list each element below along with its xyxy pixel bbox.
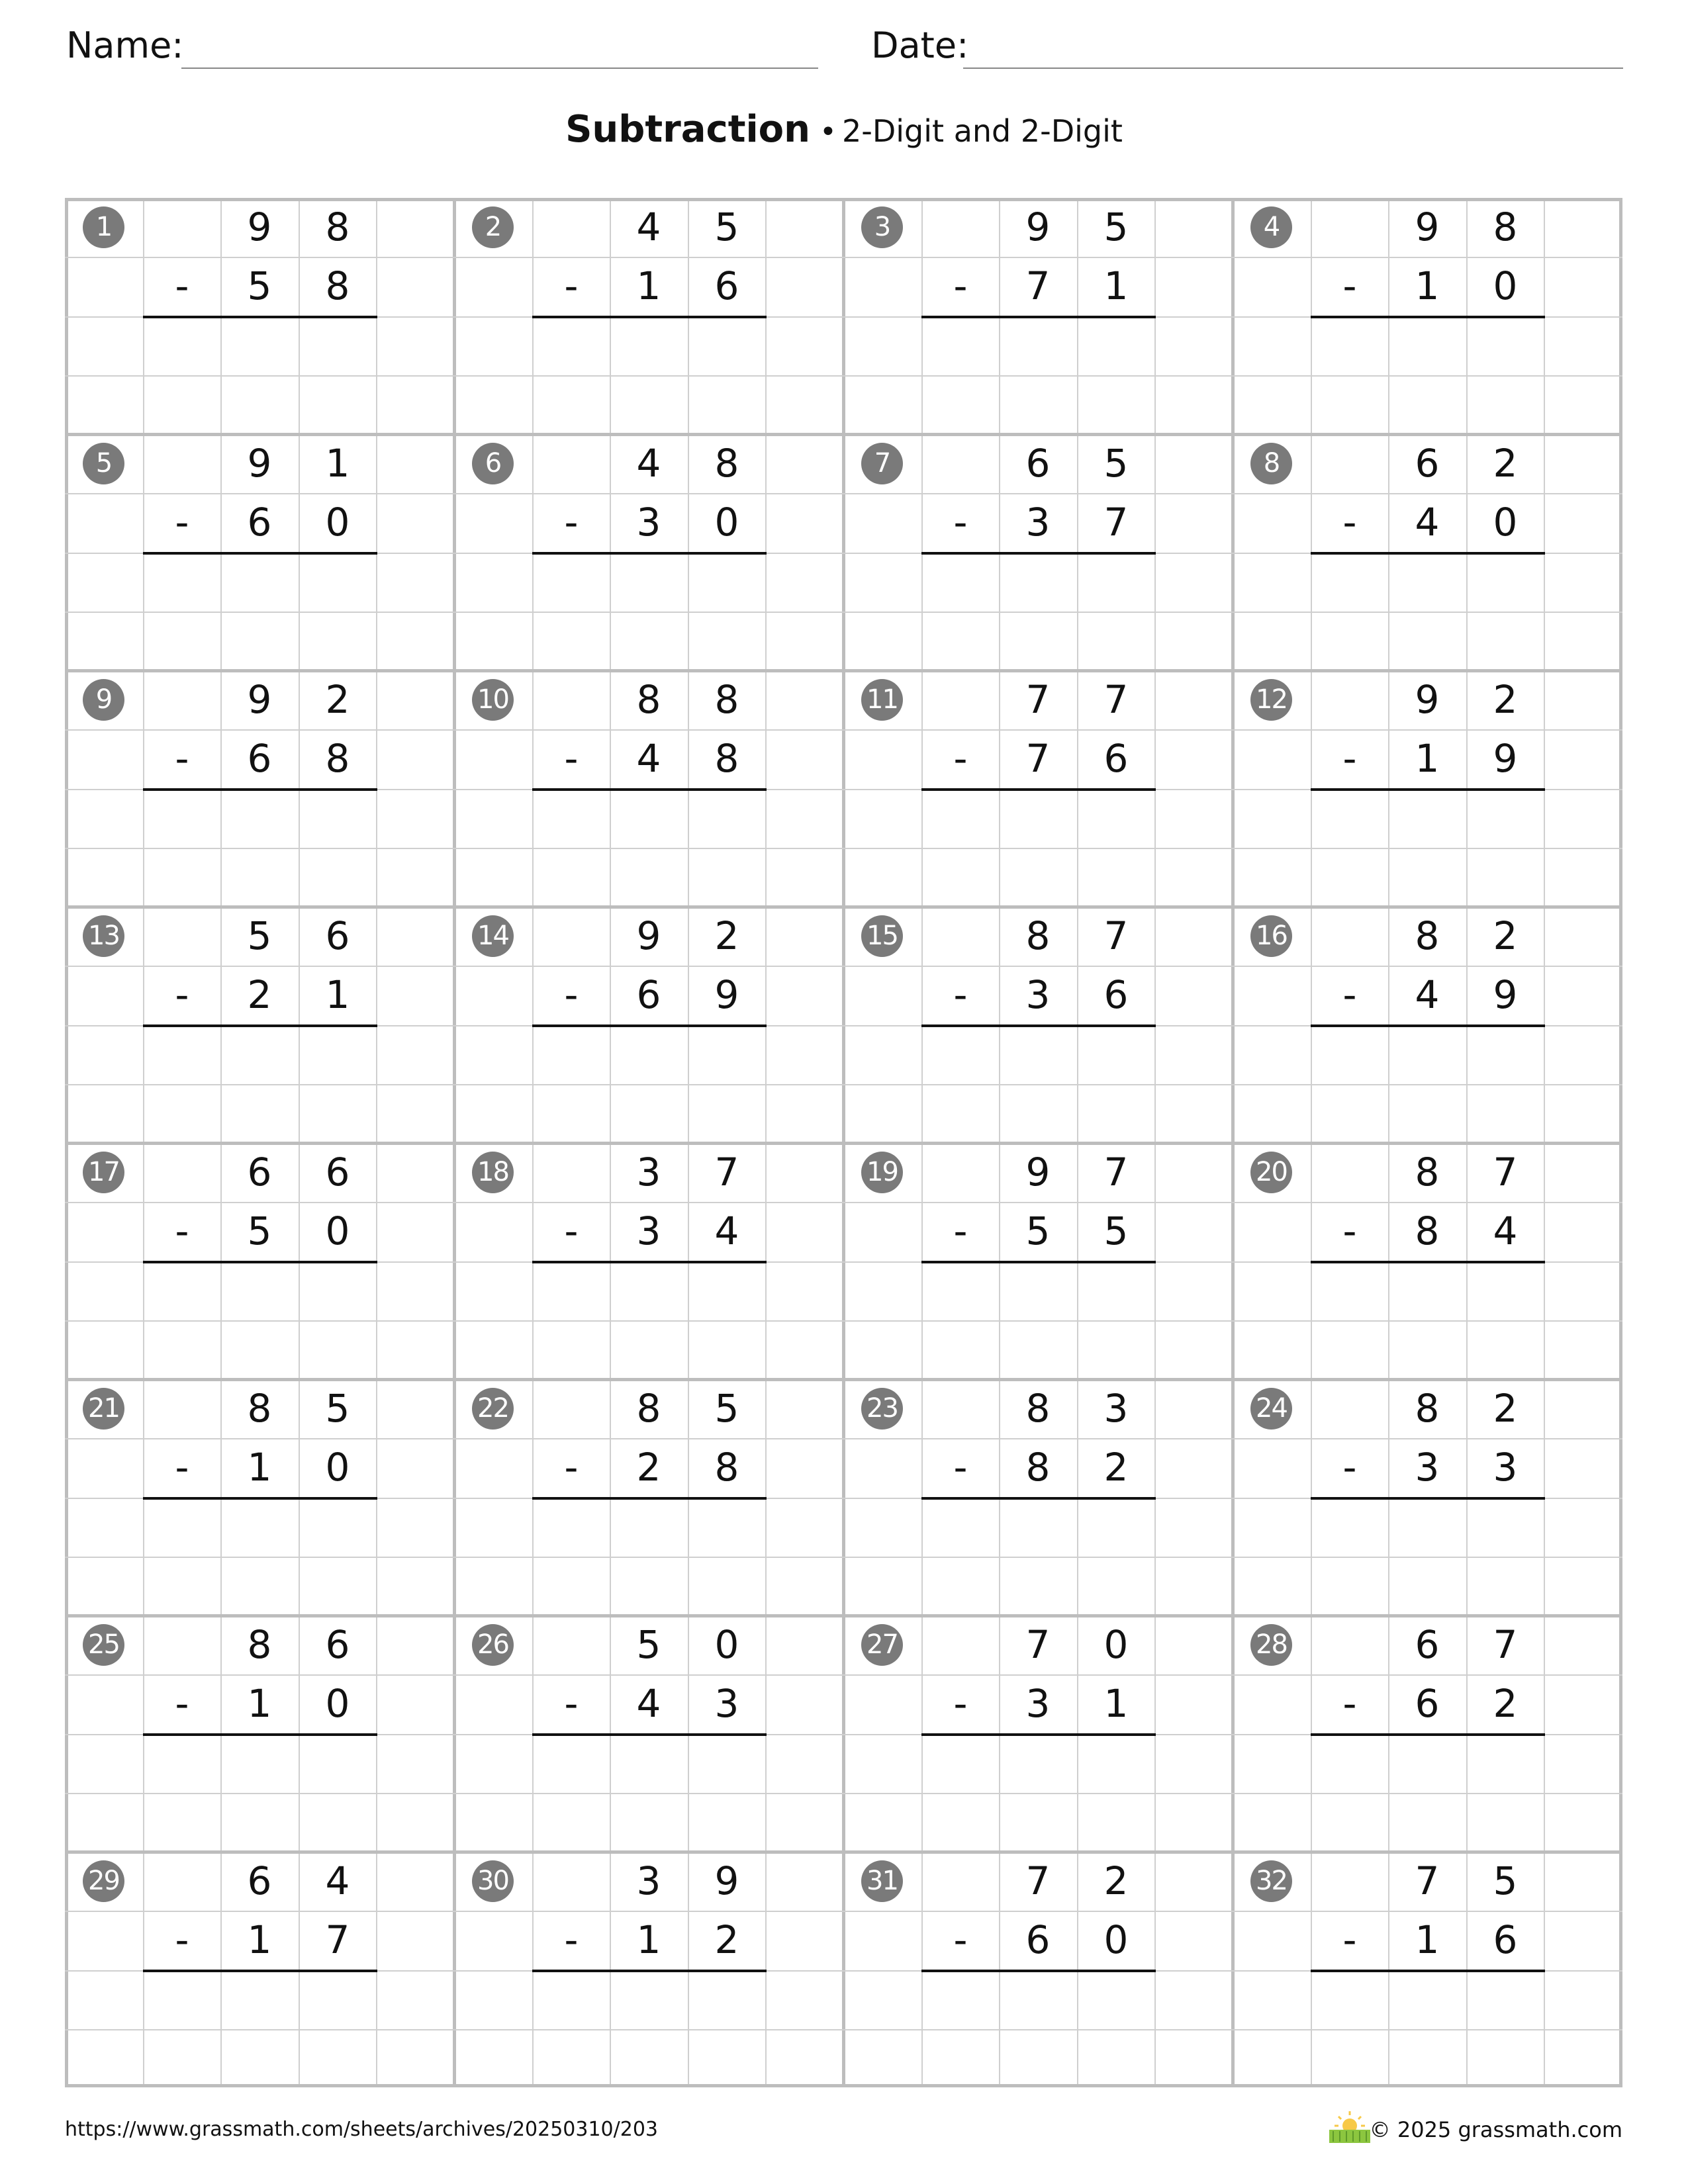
name-label: Name:	[66, 24, 184, 66]
subtrahend-tens-digit: 6	[247, 736, 272, 781]
minus-sign: -	[175, 1208, 189, 1253]
answer-area[interactable]	[143, 1498, 377, 1616]
subtrahend-tens-digit: 3	[1025, 1681, 1051, 1726]
minus-sign: -	[564, 1681, 579, 1726]
minuend-ones-digit: 8	[325, 205, 350, 250]
subtrahend-ones-digit: 0	[714, 500, 739, 545]
minuend-tens-digit: 4	[636, 441, 661, 486]
minus-sign: -	[175, 1917, 189, 1962]
problem-number-badge: 24	[1250, 1388, 1292, 1430]
subtrahend-tens-digit: 5	[247, 263, 272, 308]
subtrahend-ones-digit: 3	[714, 1681, 739, 1726]
subtrahend-tens-digit: 4	[636, 1681, 661, 1726]
problem-17	[65, 1143, 454, 1379]
subtrahend-ones-digit: 6	[714, 263, 739, 308]
footer-url: https://www.grassmath.com/sheets/archives/20250310/203	[65, 2118, 659, 2141]
answer-area[interactable]	[532, 553, 766, 671]
minuend-ones-digit: 2	[1493, 677, 1518, 722]
problem-number-badge: 30	[472, 1860, 514, 1902]
answer-area[interactable]	[143, 1025, 377, 1144]
minus-sign: -	[564, 500, 579, 545]
subtrahend-ones-digit: 1	[1103, 263, 1129, 308]
minuend-tens-digit: 8	[247, 1622, 272, 1667]
problem-8	[1233, 434, 1622, 670]
subtrahend-ones-digit: 1	[1103, 1681, 1129, 1726]
problem-number-badge: 17	[83, 1152, 124, 1193]
minuend-ones-digit: 4	[325, 1858, 350, 1903]
problem-number-badge: 20	[1250, 1152, 1292, 1193]
subtrahend-tens-digit: 8	[1025, 1445, 1051, 1490]
minus-sign: -	[1342, 972, 1357, 1017]
minus-sign: -	[564, 263, 579, 308]
answer-area[interactable]	[921, 1261, 1155, 1380]
minuend-ones-digit: 7	[1493, 1622, 1518, 1667]
minuend-tens-digit: 9	[247, 441, 272, 486]
subtrahend-ones-digit: 8	[714, 1445, 739, 1490]
answer-area[interactable]	[143, 316, 377, 435]
subtrahend-tens-digit: 1	[1415, 1917, 1440, 1962]
minus-sign: -	[564, 972, 579, 1017]
answer-area[interactable]	[532, 316, 766, 435]
problem-29	[65, 1852, 454, 2088]
subtrahend-tens-digit: 6	[1415, 1681, 1440, 1726]
problem-number-badge: 9	[83, 679, 124, 721]
answer-area[interactable]	[1311, 1025, 1544, 1144]
subtrahend-ones-digit: 0	[325, 500, 350, 545]
answer-area[interactable]	[921, 1734, 1155, 1852]
minus-sign: -	[564, 1917, 579, 1962]
subtrahend-ones-digit: 0	[325, 1208, 350, 1253]
problem-14	[454, 907, 843, 1143]
minus-sign: -	[1342, 1445, 1357, 1490]
subtrahend-ones-digit: 0	[325, 1681, 350, 1726]
minuend-tens-digit: 9	[1415, 205, 1440, 250]
answer-area[interactable]	[921, 1498, 1155, 1616]
subtrahend-ones-digit: 8	[325, 263, 350, 308]
subtrahend-tens-digit: 5	[1025, 1208, 1051, 1253]
subtrahend-ones-digit: 9	[714, 972, 739, 1017]
problem-16	[1233, 907, 1622, 1143]
minuend-ones-digit: 8	[1493, 205, 1518, 250]
subtrahend-tens-digit: 1	[247, 1445, 272, 1490]
subtrahend-tens-digit: 6	[1025, 1917, 1051, 1962]
minus-sign: -	[953, 736, 968, 781]
minuend-tens-digit: 4	[636, 205, 661, 250]
minuend-tens-digit: 6	[1025, 441, 1051, 486]
problem-number-badge: 21	[83, 1388, 124, 1430]
subtrahend-tens-digit: 1	[1415, 736, 1440, 781]
answer-area[interactable]	[921, 1025, 1155, 1144]
problem-number-badge: 18	[472, 1152, 514, 1193]
minuend-tens-digit: 7	[1025, 1858, 1051, 1903]
problem-number-badge: 8	[1250, 443, 1292, 484]
problem-3	[843, 198, 1233, 434]
title-main: Subtraction	[565, 108, 811, 151]
problem-number-badge: 2	[472, 206, 514, 248]
minuend-ones-digit: 0	[714, 1622, 739, 1667]
problem-21	[65, 1379, 454, 1615]
problem-24	[1233, 1379, 1622, 1615]
minuend-ones-digit: 7	[1493, 1150, 1518, 1195]
subtrahend-ones-digit: 5	[1103, 1208, 1129, 1253]
answer-area[interactable]	[143, 553, 377, 671]
problem-number-badge: 26	[472, 1624, 514, 1666]
minus-sign: -	[1342, 736, 1357, 781]
answer-area[interactable]	[1311, 1734, 1544, 1852]
minuend-tens-digit: 8	[1415, 1386, 1440, 1431]
minuend-ones-digit: 0	[1103, 1622, 1129, 1667]
minuend-tens-digit: 8	[1025, 913, 1051, 958]
title-subtitle: 2-Digit and 2-Digit	[841, 113, 1123, 149]
problem-number-badge: 3	[861, 206, 903, 248]
minus-sign: -	[953, 972, 968, 1017]
subtrahend-ones-digit: 8	[325, 736, 350, 781]
problem-number-badge: 16	[1250, 915, 1292, 957]
answer-area[interactable]	[921, 553, 1155, 671]
minuend-ones-digit: 7	[714, 1150, 739, 1195]
problem-number-badge: 22	[472, 1388, 514, 1430]
problem-number-badge: 12	[1250, 679, 1292, 721]
minuend-tens-digit: 6	[247, 1858, 272, 1903]
minus-sign: -	[953, 1208, 968, 1253]
answer-area[interactable]	[143, 789, 377, 907]
minuend-ones-digit: 5	[1103, 205, 1129, 250]
minuend-ones-digit: 8	[714, 677, 739, 722]
problem-number-badge: 25	[83, 1624, 124, 1666]
minuend-ones-digit: 2	[1103, 1858, 1129, 1903]
answer-area[interactable]	[1311, 1261, 1544, 1380]
subtrahend-tens-digit: 3	[1025, 500, 1051, 545]
problem-7	[843, 434, 1233, 670]
minuend-tens-digit: 7	[1415, 1858, 1440, 1903]
minuend-tens-digit: 5	[636, 1622, 661, 1667]
subtrahend-ones-digit: 4	[714, 1208, 739, 1253]
answer-area[interactable]	[1311, 1498, 1544, 1616]
subtrahend-tens-digit: 4	[1415, 972, 1440, 1017]
problem-1	[65, 198, 454, 434]
problem-20	[1233, 1143, 1622, 1379]
minuend-ones-digit: 1	[325, 441, 350, 486]
minus-sign: -	[1342, 263, 1357, 308]
subtrahend-tens-digit: 3	[636, 500, 661, 545]
answer-area[interactable]	[532, 1734, 766, 1852]
subtrahend-ones-digit: 7	[325, 1917, 350, 1962]
subtrahend-tens-digit: 1	[247, 1917, 272, 1962]
minuend-ones-digit: 5	[714, 1386, 739, 1431]
subtrahend-tens-digit: 7	[1025, 263, 1051, 308]
minuend-ones-digit: 7	[1103, 677, 1129, 722]
minus-sign: -	[175, 972, 189, 1017]
subtrahend-tens-digit: 2	[636, 1445, 661, 1490]
problem-6	[454, 434, 843, 670]
minus-sign: -	[564, 736, 579, 781]
problem-number-badge: 11	[861, 679, 903, 721]
subtrahend-tens-digit: 6	[247, 500, 272, 545]
problem-number-badge: 31	[861, 1860, 903, 1902]
problem-number-badge: 28	[1250, 1624, 1292, 1666]
problem-32	[1233, 1852, 1622, 2088]
problem-23	[843, 1379, 1233, 1615]
grass-sun-logo-icon	[1327, 2109, 1373, 2144]
minuend-ones-digit: 3	[1103, 1386, 1129, 1431]
subtrahend-tens-digit: 3	[636, 1208, 661, 1253]
minuend-tens-digit: 6	[1415, 441, 1440, 486]
minuend-tens-digit: 8	[1025, 1386, 1051, 1431]
subtrahend-ones-digit: 9	[1493, 972, 1518, 1017]
answer-area[interactable]	[1311, 316, 1544, 435]
subtrahend-ones-digit: 7	[1103, 500, 1129, 545]
answer-area[interactable]	[921, 789, 1155, 907]
answer-area[interactable]	[143, 1970, 377, 2089]
minuend-ones-digit: 5	[1493, 1858, 1518, 1903]
minuend-ones-digit: 6	[325, 1150, 350, 1195]
minuend-ones-digit: 6	[325, 1622, 350, 1667]
minuend-tens-digit: 9	[1025, 1150, 1051, 1195]
subtrahend-tens-digit: 2	[247, 972, 272, 1017]
problem-27	[843, 1615, 1233, 1852]
minuend-tens-digit: 9	[1025, 205, 1051, 250]
minuend-tens-digit: 9	[247, 677, 272, 722]
minus-sign: -	[175, 1681, 189, 1726]
subtrahend-tens-digit: 3	[1415, 1445, 1440, 1490]
problem-25	[65, 1615, 454, 1852]
subtrahend-ones-digit: 0	[1493, 500, 1518, 545]
minus-sign: -	[953, 1445, 968, 1490]
minuend-tens-digit: 8	[1415, 913, 1440, 958]
minuend-ones-digit: 2	[325, 677, 350, 722]
problem-5	[65, 434, 454, 670]
minus-sign: -	[1342, 500, 1357, 545]
subtrahend-ones-digit: 6	[1103, 972, 1129, 1017]
minuend-tens-digit: 9	[247, 205, 272, 250]
minuend-ones-digit: 7	[1103, 913, 1129, 958]
problem-number-badge: 15	[861, 915, 903, 957]
problem-number-badge: 13	[83, 915, 124, 957]
problem-number-badge: 14	[472, 915, 514, 957]
answer-area[interactable]	[921, 1970, 1155, 2089]
name-line[interactable]	[181, 68, 818, 69]
problem-number-badge: 5	[83, 443, 124, 484]
minus-sign: -	[1342, 1208, 1357, 1253]
date-label: Date:	[871, 24, 969, 66]
minus-sign: -	[564, 1208, 579, 1253]
problem-30	[454, 1852, 843, 2088]
subtrahend-tens-digit: 1	[247, 1681, 272, 1726]
problem-13	[65, 907, 454, 1143]
minuend-tens-digit: 6	[1415, 1622, 1440, 1667]
problem-number-badge: 19	[861, 1152, 903, 1193]
minuend-ones-digit: 2	[1493, 441, 1518, 486]
date-line[interactable]	[963, 68, 1623, 69]
answer-area[interactable]	[921, 316, 1155, 435]
subtrahend-ones-digit: 6	[1103, 736, 1129, 781]
problem-number-badge: 23	[861, 1388, 903, 1430]
problem-number-badge: 32	[1250, 1860, 1292, 1902]
subtrahend-tens-digit: 3	[1025, 972, 1051, 1017]
subtrahend-ones-digit: 6	[1493, 1917, 1518, 1962]
answer-area[interactable]	[143, 1734, 377, 1852]
problem-number-badge: 1	[83, 206, 124, 248]
subtrahend-ones-digit: 9	[1493, 736, 1518, 781]
minus-sign: -	[175, 263, 189, 308]
subtrahend-tens-digit: 5	[247, 1208, 272, 1253]
minuend-tens-digit: 8	[1415, 1150, 1440, 1195]
subtrahend-ones-digit: 0	[1103, 1917, 1129, 1962]
title-bullet: •	[820, 115, 837, 149]
minuend-tens-digit: 7	[1025, 677, 1051, 722]
subtrahend-ones-digit: 1	[325, 972, 350, 1017]
minuend-tens-digit: 8	[636, 1386, 661, 1431]
minuend-ones-digit: 9	[714, 1858, 739, 1903]
minus-sign: -	[953, 1917, 968, 1962]
problem-number-badge: 27	[861, 1624, 903, 1666]
minuend-tens-digit: 8	[636, 677, 661, 722]
answer-area[interactable]	[532, 1025, 766, 1144]
minuend-ones-digit: 7	[1103, 1150, 1129, 1195]
minus-sign: -	[564, 1445, 579, 1490]
problem-26	[454, 1615, 843, 1852]
subtrahend-tens-digit: 1	[636, 263, 661, 308]
subtrahend-ones-digit: 8	[714, 736, 739, 781]
problem-31	[843, 1852, 1233, 2088]
problem-9	[65, 670, 454, 907]
answer-area[interactable]	[1311, 789, 1544, 907]
minuend-tens-digit: 3	[636, 1858, 661, 1903]
minus-sign: -	[1342, 1917, 1357, 1962]
problem-number-badge: 29	[83, 1860, 124, 1902]
problem-18	[454, 1143, 843, 1379]
minuend-tens-digit: 9	[636, 913, 661, 958]
problem-22	[454, 1379, 843, 1615]
answer-area[interactable]	[1311, 1970, 1544, 2089]
problem-number-badge: 10	[472, 679, 514, 721]
minuend-ones-digit: 2	[1493, 1386, 1518, 1431]
subtrahend-tens-digit: 1	[1415, 263, 1440, 308]
subtrahend-ones-digit: 0	[325, 1445, 350, 1490]
problem-number-badge: 7	[861, 443, 903, 484]
problem-number-badge: 6	[472, 443, 514, 484]
minuend-ones-digit: 6	[325, 913, 350, 958]
problem-28	[1233, 1615, 1622, 1852]
problem-4	[1233, 198, 1622, 434]
minus-sign: -	[175, 736, 189, 781]
subtrahend-ones-digit: 3	[1493, 1445, 1518, 1490]
minus-sign: -	[953, 263, 968, 308]
answer-area[interactable]	[532, 789, 766, 907]
minuend-ones-digit: 2	[714, 913, 739, 958]
problem-11	[843, 670, 1233, 907]
minuend-tens-digit: 5	[247, 913, 272, 958]
answer-area[interactable]	[143, 1261, 377, 1380]
minus-sign: -	[175, 1445, 189, 1490]
subtrahend-ones-digit: 0	[1493, 263, 1518, 308]
minuend-ones-digit: 5	[325, 1386, 350, 1431]
footer-copyright: © 2025 grassmath.com	[1369, 2117, 1622, 2142]
minuend-tens-digit: 3	[636, 1150, 661, 1195]
answer-area[interactable]	[532, 1498, 766, 1616]
subtrahend-tens-digit: 8	[1415, 1208, 1440, 1253]
minuend-tens-digit: 7	[1025, 1622, 1051, 1667]
subtrahend-ones-digit: 4	[1493, 1208, 1518, 1253]
answer-area[interactable]	[1311, 553, 1544, 671]
problem-grid	[65, 198, 1622, 2087]
subtrahend-tens-digit: 1	[636, 1917, 661, 1962]
minuend-ones-digit: 8	[714, 441, 739, 486]
worksheet-title	[0, 103, 1688, 165]
problem-19	[843, 1143, 1233, 1379]
minuend-ones-digit: 5	[714, 205, 739, 250]
minuend-tens-digit: 6	[247, 1150, 272, 1195]
subtrahend-ones-digit: 2	[714, 1917, 739, 1962]
minus-sign: -	[953, 1681, 968, 1726]
subtrahend-ones-digit: 2	[1103, 1445, 1129, 1490]
minuend-ones-digit: 2	[1493, 913, 1518, 958]
minus-sign: -	[175, 500, 189, 545]
minuend-ones-digit: 5	[1103, 441, 1129, 486]
minuend-tens-digit: 8	[247, 1386, 272, 1431]
subtrahend-tens-digit: 4	[1415, 500, 1440, 545]
problem-2	[454, 198, 843, 434]
subtrahend-tens-digit: 6	[636, 972, 661, 1017]
subtrahend-tens-digit: 7	[1025, 736, 1051, 781]
answer-area[interactable]	[532, 1261, 766, 1380]
minus-sign: -	[953, 500, 968, 545]
answer-area[interactable]	[532, 1970, 766, 2089]
minuend-tens-digit: 9	[1415, 677, 1440, 722]
minus-sign: -	[1342, 1681, 1357, 1726]
subtrahend-ones-digit: 2	[1493, 1681, 1518, 1726]
subtrahend-tens-digit: 4	[636, 736, 661, 781]
problem-number-badge: 4	[1250, 206, 1292, 248]
problem-15	[843, 907, 1233, 1143]
problem-10	[454, 670, 843, 907]
problem-12	[1233, 670, 1622, 907]
